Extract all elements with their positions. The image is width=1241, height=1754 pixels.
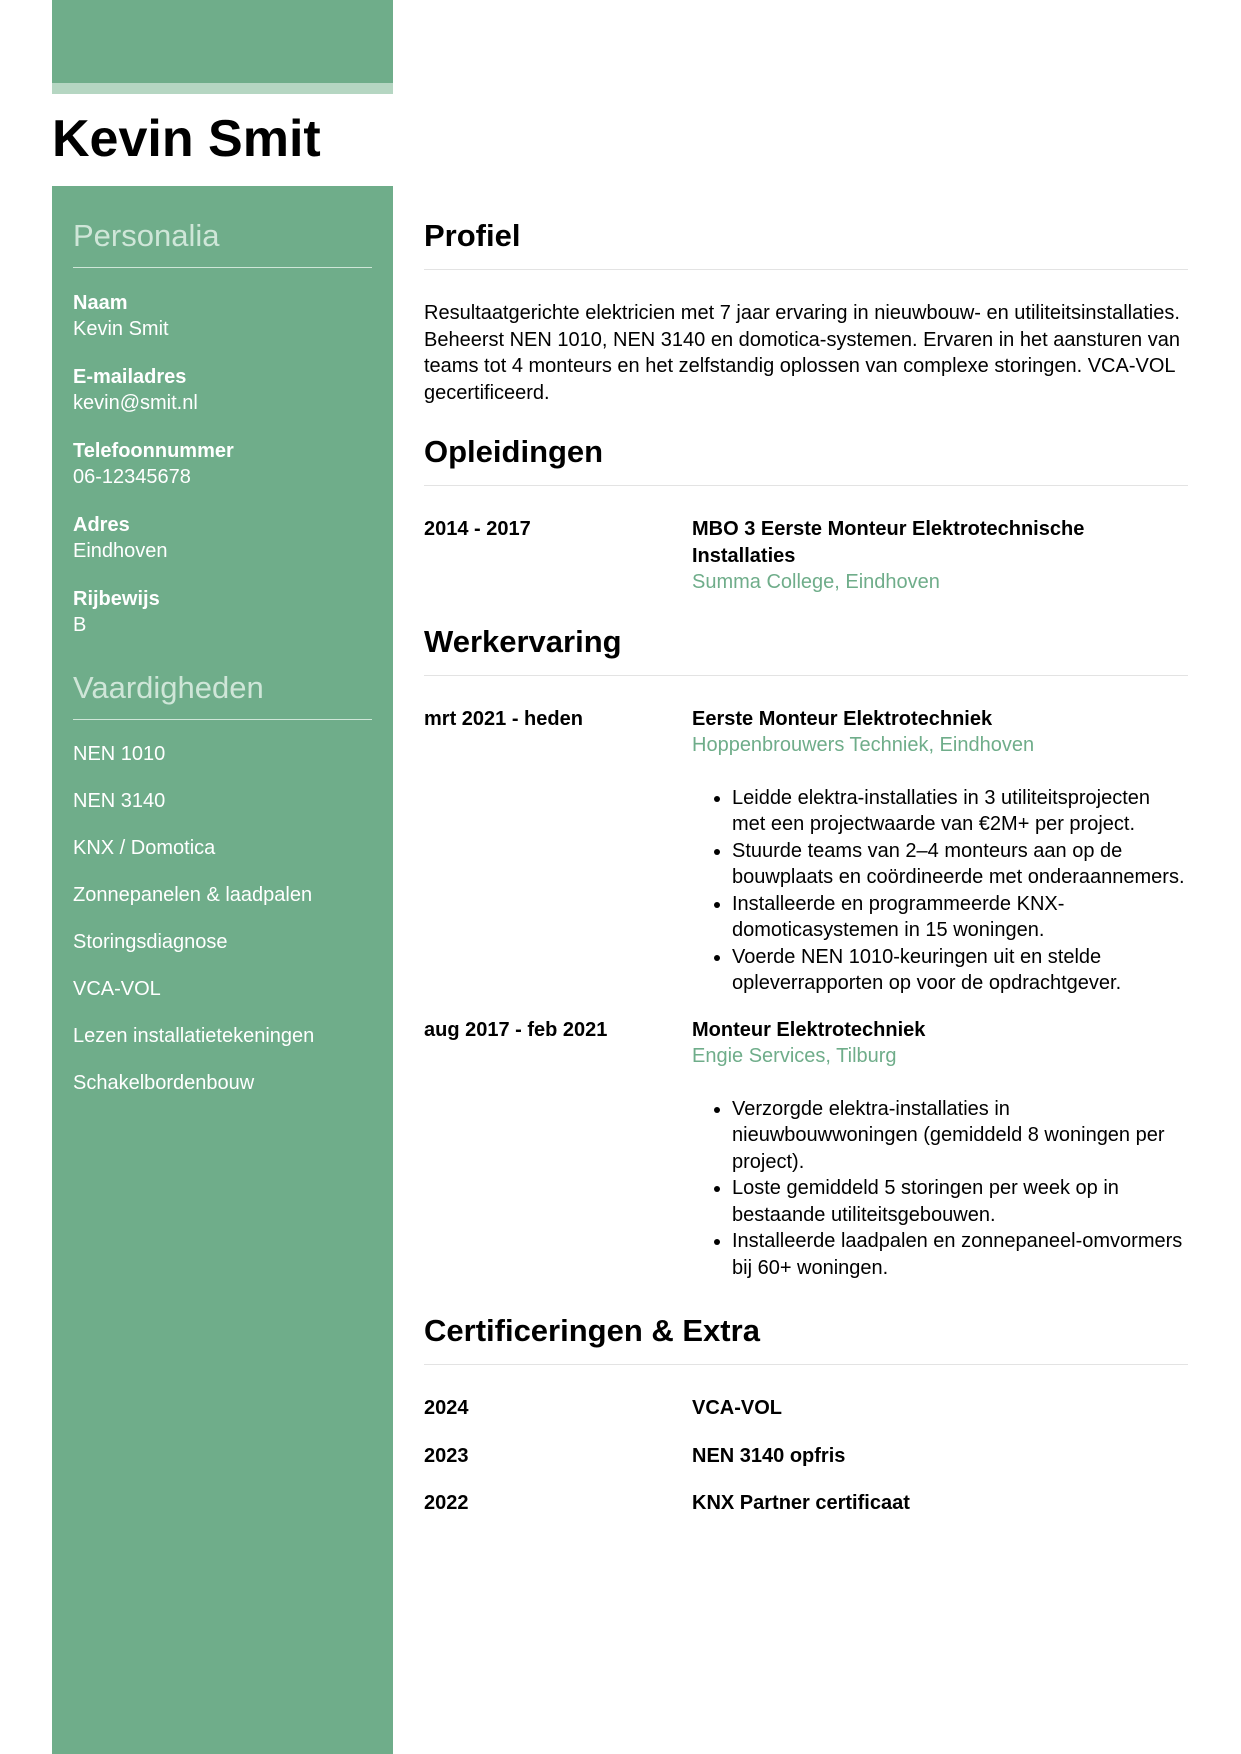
personalia-value: Kevin Smit [73, 318, 169, 340]
skills-divider [73, 719, 372, 720]
job-bullet: • Loste gemiddeld 5 storingen per week op in bestaande utiliteitsgebouwen. [732, 1175, 1188, 1228]
experience-section [424, 622, 1188, 1282]
skill-item: KNX / Domotica [73, 837, 216, 859]
skills-list [73, 741, 372, 1096]
personalia-item-telefoon [73, 438, 372, 490]
certifications-heading: Certificeringen & Extra [424, 1313, 760, 1348]
job-title: Monteur Elektrotechniek [692, 1018, 926, 1041]
experience-date: mrt 2021 - heden [424, 707, 583, 730]
job-bullet: • Voerde NEN 1010-keuringen uit en stelde opleverrapporten op voor de opdrachtgever. [732, 944, 1188, 997]
profile-text: Resultaatgerichte elektricien met 7 jaar ervaring in nieuwbouw- en utiliteitsinstallaties. Beheerst NEN 1010, NEN 3140 en domotica-systemen. Ervaren in het aansturen van teams tot 4 monteurs en het zelfstandig oplossen van complexe storingen. VCA-VOL gecertificeerd. [424, 302, 1180, 404]
job-bullets [692, 1096, 1188, 1282]
job-bullet: • Stuurde teams van 2–4 monteurs aan op de bouwplaats en coördineerde met onderaannemers. [732, 838, 1188, 891]
experience-entry [424, 1017, 1188, 1282]
profile-section [424, 216, 1188, 406]
experience-divider [424, 675, 1188, 676]
personalia-item-naam [73, 290, 372, 342]
skill-item: NEN 3140 [73, 790, 166, 812]
personalia-label: E-mailadres [73, 366, 187, 388]
page-title: Kevin Smit [52, 110, 321, 168]
certifications-section [424, 1311, 1188, 1517]
main-content [424, 186, 1188, 1517]
education-divider [424, 485, 1188, 486]
personalia-heading: Personalia [73, 218, 220, 253]
skill-item: Storingsdiagnose [73, 931, 228, 953]
profile-divider [424, 269, 1188, 270]
job-bullets [692, 785, 1188, 997]
certification-title: NEN 3140 opfris [692, 1444, 846, 1467]
personalia-value: 06-12345678 [73, 466, 191, 488]
education-school: Summa College, Eindhoven [692, 571, 940, 593]
skill-item: Zonnepanelen & laadpalen [73, 884, 313, 906]
certification-year: 2022 [424, 1492, 469, 1514]
skill-item: VCA-VOL [73, 978, 161, 1000]
personalia-item-adres [73, 512, 372, 564]
education-section [424, 432, 1188, 596]
personalia-label: Rijbewijs [73, 588, 160, 610]
education-date: 2014 - 2017 [424, 518, 531, 540]
job-bullet: • Installeerde en programmeerde KNX-domoticasystemen in 15 woningen. [732, 891, 1188, 944]
certification-title: KNX Partner certificaat [692, 1492, 910, 1514]
certification-title: VCA-VOL [692, 1397, 782, 1419]
personalia-label: Adres [73, 514, 130, 536]
skill-item: Lezen installatietekeningen [73, 1025, 315, 1047]
education-title: MBO 3 Eerste Monteur Elektrotechnische Installaties [692, 518, 1085, 567]
experience-date: aug 2017 - feb 2021 [424, 1018, 608, 1041]
certification-year: 2023 [424, 1444, 469, 1467]
header-accent-band [52, 0, 393, 83]
personalia-label: Telefoonnummer [73, 440, 234, 462]
personalia-value: Eindhoven [73, 540, 168, 562]
employer: Engie Services, Tilburg [692, 1045, 897, 1067]
personalia-divider [73, 267, 372, 268]
personalia-label: Naam [73, 292, 128, 314]
certification-year: 2024 [424, 1397, 469, 1419]
profile-heading: Profiel [424, 218, 521, 253]
job-bullet: • Installeerde laadpalen en zonnepaneel-omvormers bij 60+ woningen. [732, 1228, 1188, 1281]
certification-entry [424, 1395, 1188, 1422]
certification-entry [424, 1443, 1188, 1470]
header-accent-stripe [52, 83, 393, 94]
sidebar [52, 186, 393, 1754]
certifications-divider [424, 1364, 1188, 1365]
employer: Hoppenbrouwers Techniek, Eindhoven [692, 734, 1035, 756]
job-bullet: • Leidde elektra-installaties in 3 utiliteitsprojecten met een projectwaarde van €2M+ per project. [732, 785, 1188, 838]
skill-item: NEN 1010 [73, 743, 166, 765]
experience-heading: Werkervaring [424, 623, 622, 659]
education-entry [424, 516, 1188, 596]
job-bullet: • Verzorgde elektra-installaties in nieuwbouwwoningen (gemiddeld 8 woningen per project). [732, 1096, 1188, 1176]
personalia-item-email [73, 364, 372, 416]
skill-item: Schakelbordenbouw [73, 1072, 255, 1094]
personalia-item-rijbewijs [73, 586, 372, 638]
personalia-value: kevin@smit.nl [73, 392, 198, 414]
experience-entry [424, 706, 1188, 997]
education-heading: Opleidingen [424, 434, 604, 469]
skills-heading: Vaardigheden [73, 670, 264, 705]
job-title: Eerste Monteur Elektrotechniek [692, 707, 993, 730]
certification-entry [424, 1490, 1188, 1517]
personalia-value: B [73, 614, 87, 636]
